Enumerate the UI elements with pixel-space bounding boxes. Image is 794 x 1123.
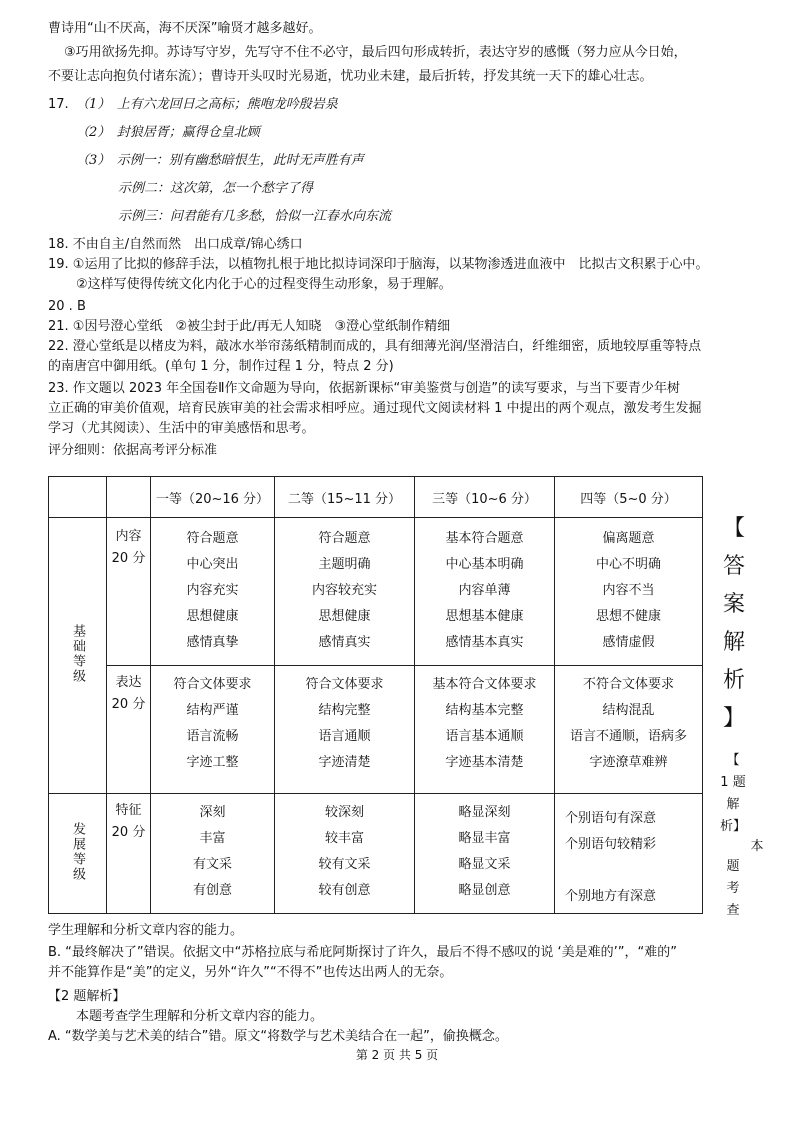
rubric-cell: 符合题意 中心突出 内容充实 思想健康 感情真挚 [151, 518, 275, 666]
text-line: B. “最终解决了”错误。依据文中“苏格拉底与希庇阿斯探讨了许久，最后不得不感叹的说 ‘美是难的’”，“难的” [48, 945, 677, 960]
answer-line: 示例三：问君能有几多愁，恰似一江春水向东流 [118, 209, 392, 224]
rubric-cell: 基本符合文体要求 结构基本完整 语言基本通顺 字迹基本清楚 [415, 666, 555, 794]
text-line: 本题考查学生理解和分析文章内容的能力。 [76, 1009, 324, 1024]
table-row [49, 794, 703, 914]
table-header-row [49, 477, 703, 518]
header-grade-4: 四等（5~0 分） [555, 477, 703, 518]
text-line: 的南唐宫中御用纸。(单句 1 分，制作过程 1 分，特点 2 分) [48, 359, 394, 374]
page-footer: 第 2 页 共 5 页 [355, 1048, 439, 1062]
table-row [49, 518, 703, 666]
text-line: 21. ①因号澄心堂纸 ②被尘封于此/再无人知晓 ③澄心堂纸制作精细 [48, 319, 451, 334]
side-note: 1 题 [720, 775, 746, 790]
header-grade-3: 三等（10~6 分） [415, 477, 555, 518]
answer-line: （3） 示例一：别有幽愁暗恨生，此时无声胜有声 [76, 153, 364, 168]
header-grade-2: 二等（15~11 分） [275, 477, 415, 518]
criterion-cell: 表达 20 分 [107, 666, 151, 794]
rubric-cell: 符合文体要求 结构完整 语言通顺 字迹清楚 [275, 666, 415, 794]
text-line: 19. ①运用了比拟的修辞手法，以植物扎根于地比拟诗词深印于脑海，以某物渗透进血液中 比拟古文积累于心中。 [48, 257, 709, 272]
group-label-dev: 发展等级 [49, 794, 107, 914]
text-line: 20 . B [48, 299, 86, 314]
criterion-cell: 内容 20 分 [107, 518, 151, 666]
text-line: 曹诗用“山不厌高，海不厌深”喻贤才越多越好。 [48, 21, 322, 36]
text-line: 23. 作文题以 2023 年全国卷Ⅱ作文命题为导向，依据新课标“审美鉴赏与创造”的读写要求，与当下要青少年树 [48, 381, 681, 396]
side-note: 查 [726, 903, 740, 918]
side-note: 考 [726, 881, 740, 896]
text-line: 22. 澄心堂纸是以楮皮为料，敲冰水举帘荡纸精制而成的，具有细薄光润/坚滑洁白，纤维细密，质地较厚重等特点 [48, 339, 702, 354]
text-line: 学习（尤其阅读）、生活中的审美感悟和思考。 [48, 421, 315, 436]
rubric-cell: 符合文体要求 结构严谨 语言流畅 字迹工整 [151, 666, 275, 794]
text-line: ②这样写使得传统文化内化于心的过程变得生动形象，易于理解。 [76, 277, 452, 292]
group-label-basic: 基础等级 [49, 518, 107, 794]
side-heading-answer-analysis: 【 答 案 解 析 】 [722, 516, 745, 731]
side-note: 解 [726, 797, 740, 812]
side-note: 析】 [719, 819, 746, 834]
answer-line: （1） 上有六龙回日之高标；熊咆龙吟殷岩泉 [76, 97, 338, 112]
criterion-cell: 特征 20 分 [107, 794, 151, 914]
rubric-cell: 略显深刻 略显丰富 略显文采 略显创意 [415, 794, 555, 914]
text-line: A. “数学美与艺术美的结合”错。原文“将数学与艺术美结合在一起”，偷换概念。 [48, 1029, 508, 1044]
rubric-cell: 偏离题意 中心不明确 内容不当 思想不健康 感情虚假 [555, 518, 703, 666]
rubric-cell: 深刻 丰富 有文采 有创意 [151, 794, 275, 914]
table-row [49, 666, 703, 794]
text-line: 立正确的审美价值观，培育民族审美的社会需求相呼应。通过现代文阅读材料 1 中提出的两个观点，激发考生发掘 [48, 401, 702, 416]
text-line: ③巧用欲扬先抑。苏诗写守岁，先写守不住不必守，最后四句形成转折，表达守岁的感慨（努力应从今日始， [64, 45, 687, 60]
text-line: 18. 不由自主/自然而然 出口成章/锦心绣口 [48, 237, 303, 252]
answer-line: 示例二：这次第，怎一个愁字了得 [118, 181, 314, 196]
side-note: 【 [726, 753, 740, 768]
section-heading: 【2 题解析】 [48, 989, 126, 1004]
rubric-cell: 较深刻 较丰富 较有文采 较有创意 [275, 794, 415, 914]
rubric-cell: 基本符合题意 中心基本明确 内容单薄 思想基本健康 感情基本真实 [415, 518, 555, 666]
answer-line: （2） 封狼居胥；赢得仓皇北顾 [76, 125, 260, 140]
text-line: 评分细则：依据高考评分标准 [48, 443, 218, 458]
side-note: 题 [726, 859, 740, 874]
rubric-cell: 不符合文体要求 结构混乱 语言不通顺，语病多 字迹潦草难辨 [555, 666, 703, 794]
text-line: 学生理解和分析文章内容的能力。 [48, 923, 244, 938]
question-number: 17. [48, 97, 69, 112]
side-note: 本 [750, 839, 764, 854]
header-grade-1: 一等（20~16 分） [151, 477, 275, 518]
table-corner-cell [107, 477, 151, 518]
rubric-cell: 符合题意 主题明确 内容较充实 思想健康 感情真实 [275, 518, 415, 666]
table-corner-cell [49, 477, 107, 518]
scoring-rubric-table [48, 476, 703, 914]
rubric-cell: 个别语句有深意 个别语句较精彩 个别地方有深意 [555, 794, 703, 914]
text-line: 不要让志向抱负付诸东流）；曹诗开头叹时光易逝，忧功业未建，最后折转，抒发其统一天下的雄心壮志。 [48, 69, 653, 84]
text-line: 并不能算作是“美”的定义，另外“许久”“不得不”也传达出两人的无奈。 [48, 965, 453, 980]
